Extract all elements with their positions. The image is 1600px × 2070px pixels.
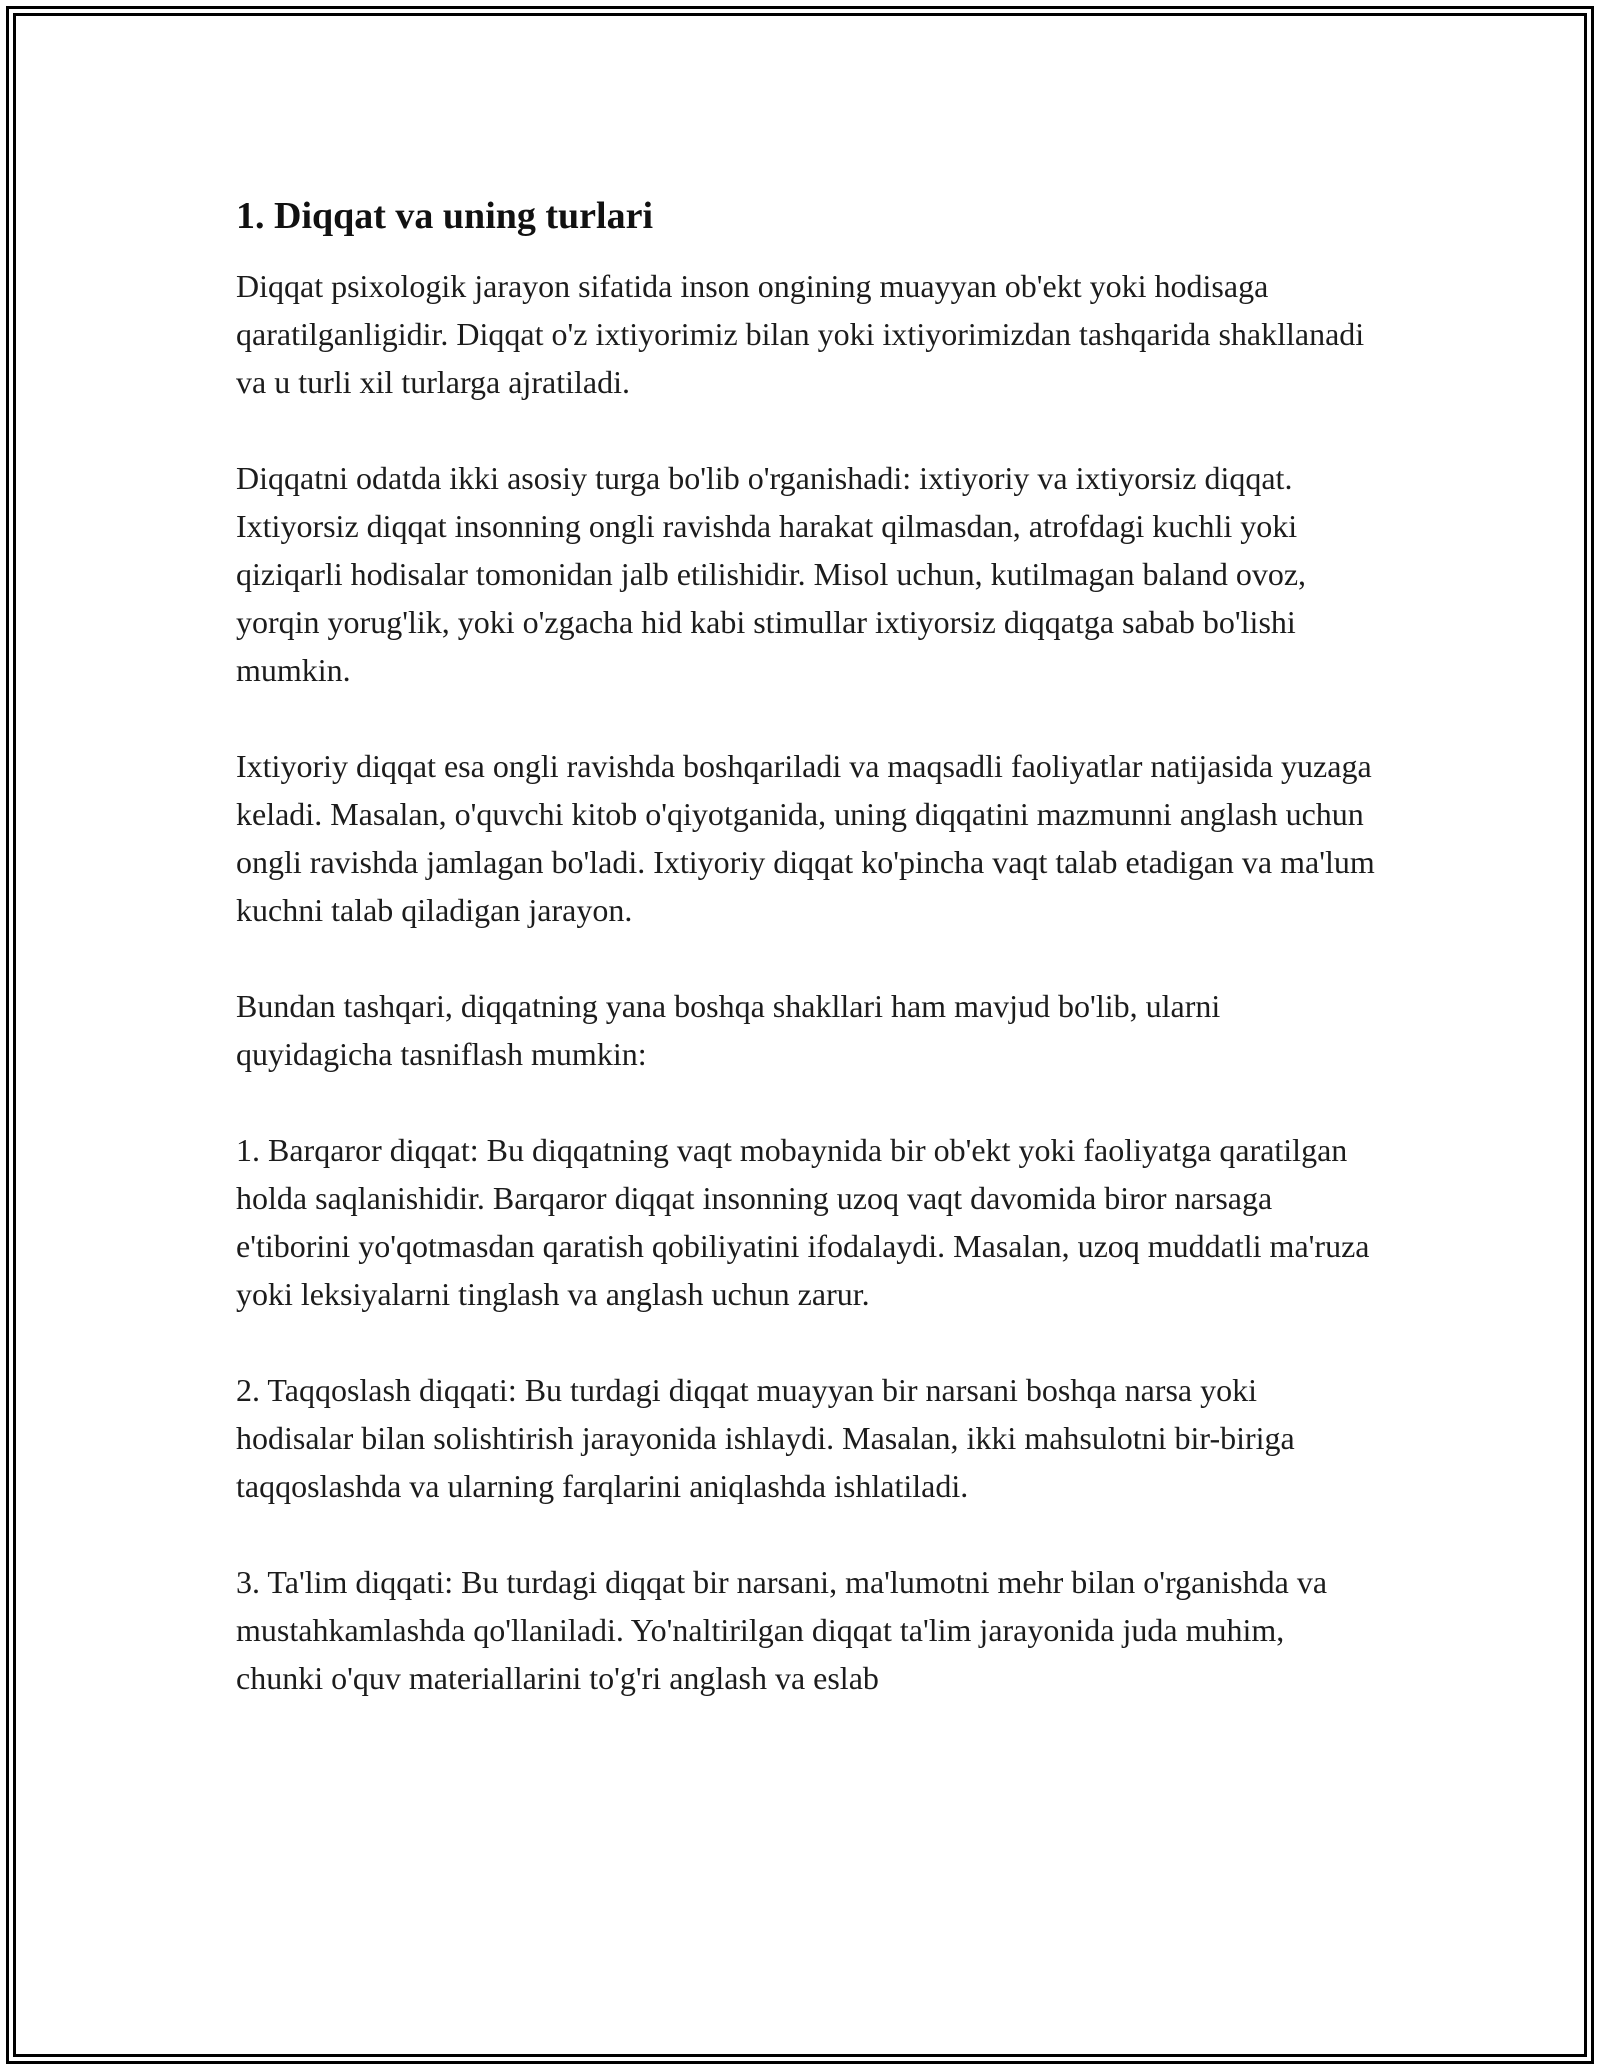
list-item-learning-attention: 3. Ta'lim diqqati: Bu turdagi diqqat bir narsani, ma'lumotni mehr bilan o'rganishda va mustahkamlashda qo'llaniladi. Yo'naltirilgan diqqat ta'lim jarayonida juda muhim, chunki o'quv materiallarini to'g'ri anglash va eslab xyxy=(236,1564,1328,1696)
section-title: 1. Diqqat va uning turlari xyxy=(236,195,654,237)
paragraph-intro: Diqqat psixologik jarayon sifatida inson ongining muayyan ob'ekt yoki hodisaga qaratilganligidir. Diqqat o'z ixtiyorimiz bilan yoki ixtiyorimizdan tashqarida shakllanadi va u turli xil turlarga ajratiladi. xyxy=(236,268,1365,400)
paragraph-other-forms: Bundan tashqari, diqqatning yana boshqa shakllari ham mavjud bo'lib, ularni quyidagicha tasniflash mumkin: xyxy=(236,988,1221,1072)
document-body xyxy=(236,186,1376,1702)
list-item-comparison-attention: 2. Taqqoslash diqqati: Bu turdagi diqqat muayyan bir narsani boshqa narsa yoki hodisalar bilan solishtirish jarayonida ishlaydi. Masalan, ikki mahsulotni bir-biriga taqqoslashda va ularning farqlarini aniqlashda ishlatiladi. xyxy=(236,1372,1295,1504)
paragraph-voluntary-attention: Ixtiyoriy diqqat esa ongli ravishda boshqariladi va maqsadli faoliyatlar natijasida yuzaga keladi. Masalan, o'quvchi kitob o'qiyotganida, uning diqqatini mazmunni anglash uchun ongli ravishda jamlagan bo'ladi. Ixtiyoriy diqqat ko'pincha vaqt talab etadigan va ma'lum kuchni talab qiladigan jarayon. xyxy=(236,748,1375,928)
list-item-sustained-attention: 1. Barqaror diqqat: Bu diqqatning vaqt mobaynida bir ob'ekt yoki faoliyatga qaratilgan holda saqlanishidir. Barqaror diqqat insonning uzoq vaqt davomida biror narsaga e'tiborini yo'qotmasdan qaratish qobiliyatini ifodalaydi. Masalan, uzoq muddatli ma'ruza yoki leksiyalarni tinglash va anglash uchun zarur. xyxy=(236,1132,1370,1312)
paragraph-involuntary-attention: Diqqatni odatda ikki asosiy turga bo'lib o'rganishadi: ixtiyoriy va ixtiyorsiz diqqat. Ixtiyorsiz diqqat insonning ongli ravishda harakat qilmasdan, atrofdagi kuchli yoki qiziqarli hodisalar tomonidan jalb etilishidir. Misol uchun, kutilmagan baland ovoz, yorqin yorug'lik, yoki o'zgacha hid kabi stimullar ixtiyorsiz diqqatga sabab bo'lishi mumkin. xyxy=(236,460,1307,688)
